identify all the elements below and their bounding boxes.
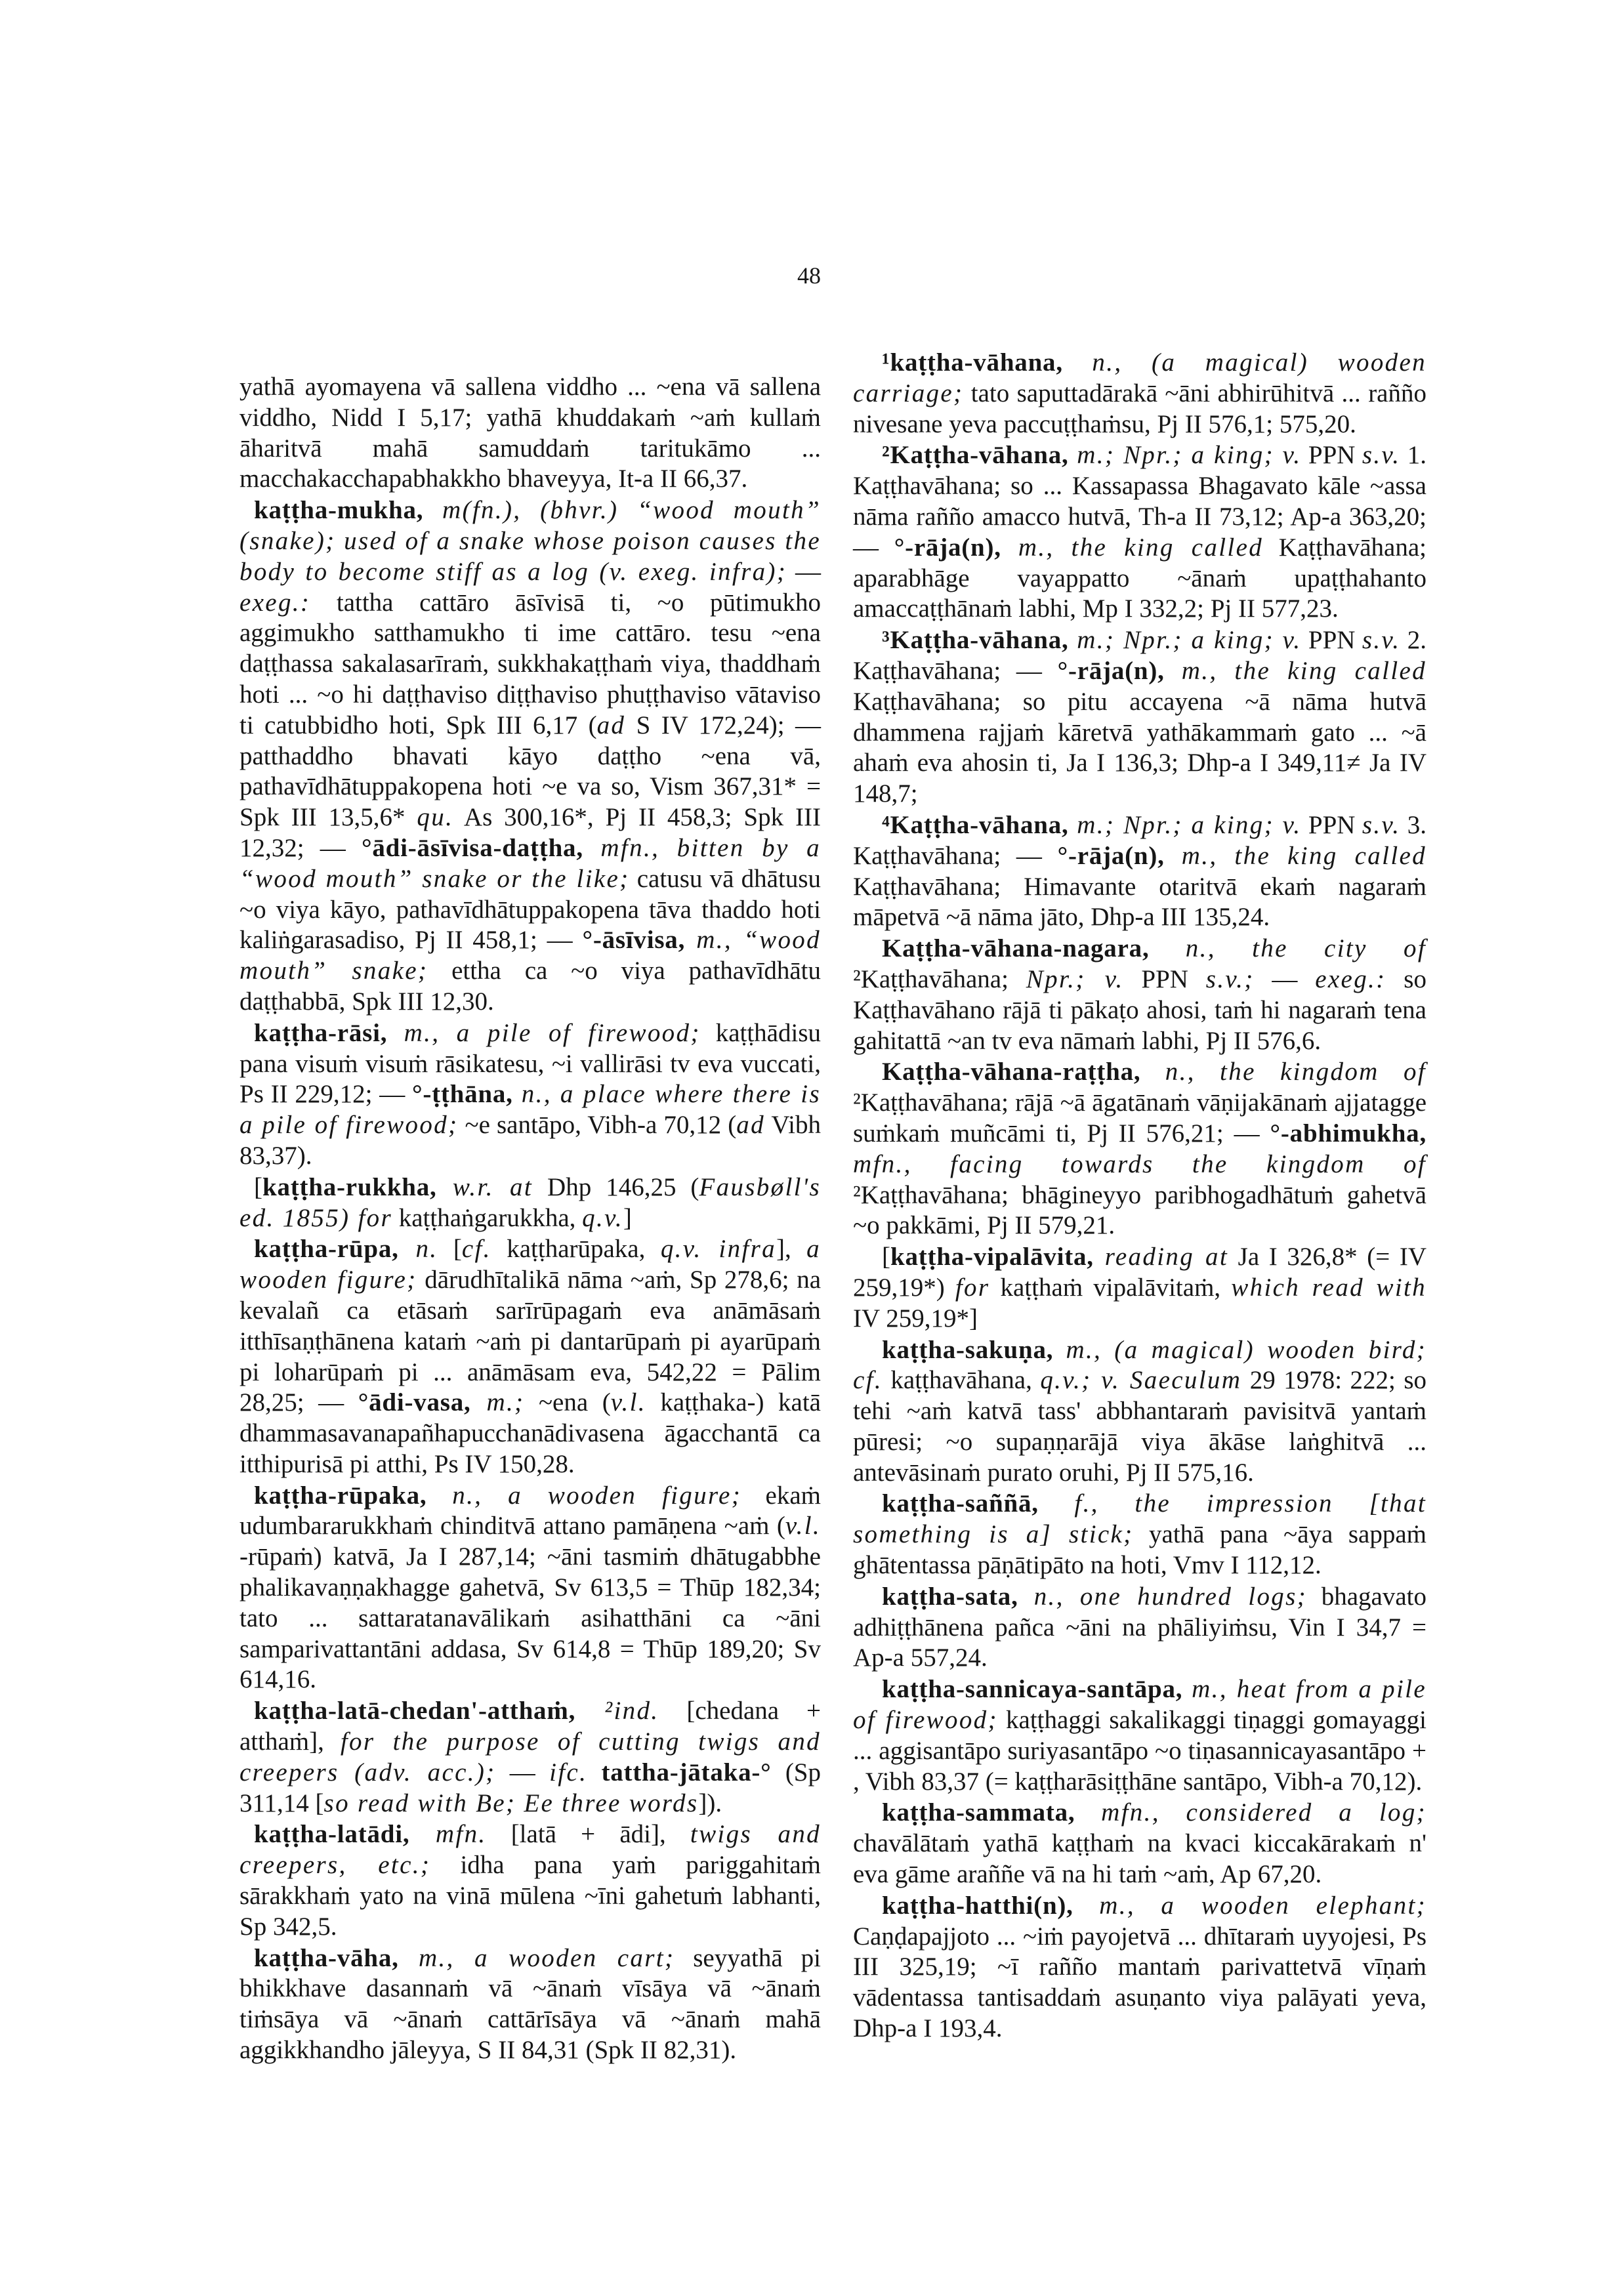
headword: °-āsīvisa, — [582, 926, 686, 955]
entry-text: PPN — [1301, 626, 1362, 655]
entry-text: [chedana + atthaṁ], — [239, 1697, 821, 1756]
entry-text: [ — [254, 1172, 262, 1201]
dictionary-entry — [853, 440, 1426, 625]
entry-text: dārudhītalikā nāma ~aṁ, Sp 278,6; na kevalañ ca etāsaṁ sarīrūpagaṁ eva anāmāsaṁ itthīsaṇṭhānena kataṁ ~aṁ pi dantarūpaṁ pi ayarūpaṁ pi loharūpaṁ pi ... anāmāsam eva, 542,22 = Pālim 28,25; — — [239, 1266, 821, 1417]
entry-text: [ — [882, 1243, 890, 1272]
definition-text: n. — [398, 1235, 438, 1264]
definition-text: ad — [596, 711, 626, 739]
entry-text: ~e santāpo, Vibh-a 70,12 ( — [458, 1111, 737, 1140]
headword: °ādi-vasa, — [358, 1388, 471, 1417]
dictionary-entry — [853, 1582, 1426, 1674]
right-column — [853, 348, 1426, 2045]
entry-text: Kaṭṭhavāhana; Himavante otaritvā ekaṁ nagaraṁ māpetvā ~ā nāma jāto, Dhp-a III 135,24. — [853, 872, 1426, 932]
definition-text: m.; Npr.; a king; v. — [1068, 441, 1302, 470]
headword: °-rāja(n), — [1057, 841, 1165, 870]
entry-text: ettha ca ~o viya pathavīdhātu daṭṭhabbā, Spk III 12,30. — [239, 957, 821, 1016]
definition-text: for the purpose of cutting twigs and creepers (adv. acc.); — [239, 1727, 821, 1787]
entry-text: ²Kaṭṭhavāhana; bhāgineyyo paribhogadhātuṁ gahetvā ~o pakkāmi, Pj II 579,21. — [853, 1180, 1426, 1240]
definition-text: exeg.: — [1315, 964, 1386, 993]
headword: kaṭṭha-saññā, — [882, 1489, 1039, 1518]
entry-text: 2. Kaṭṭhavāhana; — — [853, 626, 1427, 685]
dictionary-entry — [853, 810, 1426, 933]
dictionary-entry — [239, 1819, 821, 1942]
headword: °-abhimukha, — [1270, 1119, 1426, 1148]
definition-text: m.; — [470, 1388, 525, 1417]
entry-text: 1. Kaṭṭhavāhana; so ... Kassapassa Bhagavato kāle ~assa nāma rañño amacco hutvā, Th-a II 73,12; Ap-a 363,20; — — [853, 441, 1427, 562]
headword: kaṭṭha-mukha, — [254, 496, 424, 525]
entry-text: bhagavato adhiṭṭhānena pañca ~āni na phāliyiṁsu, Vin I 34,7 = Ap-a 557,24. — [853, 1582, 1426, 1672]
definition-text: n., the kingdom of — [1140, 1058, 1426, 1086]
entry-text: chavālātaṁ yathā kaṭṭhaṁ na kvaci kiccakārakaṁ n' eva gāme araññe vā na hi taṁ ~aṁ, Ap 67,20. — [853, 1829, 1426, 1889]
headword: °-ṭṭhāna, — [411, 1080, 513, 1109]
dictionary-entry — [853, 1242, 1426, 1334]
entry-text: kaṭṭharūpaka, — [491, 1235, 661, 1264]
entry-text: kaṭṭhavāhana, — [882, 1366, 1041, 1395]
dictionary-entry — [853, 1335, 1426, 1489]
entry-text: — — [787, 557, 821, 586]
definition-text: m., a wooden elephant; — [1073, 1891, 1426, 1920]
definition-text: m.; Npr.; a king; v. — [1068, 626, 1302, 655]
headword: kaṭṭha-sata, — [882, 1582, 1018, 1611]
entry-text: 3. Kaṭṭhavāhana; — — [853, 810, 1427, 870]
definition-text: Npr.; v. — [1026, 964, 1124, 993]
headword: kaṭṭha-vipalāvita, — [890, 1243, 1094, 1272]
definition-text: a wooden figure; — [239, 1235, 821, 1294]
definition-text: q.v. infra — [660, 1235, 776, 1264]
definition-text: v.l. — [785, 1512, 821, 1540]
headword: Kaṭṭha-vāhana-nagara, — [882, 934, 1150, 963]
entry-text: ]). — [698, 1788, 722, 1817]
entry-text: yathā pana ~āya sappaṁ ghātentassa pāṇātipāto na hoti, Vmv I 112,12. — [853, 1520, 1426, 1580]
definition-text: s.v.; — [1205, 964, 1255, 993]
entry-text: [ — [438, 1235, 462, 1264]
dictionary-entry — [239, 1481, 821, 1696]
definition-text: ad — [736, 1111, 765, 1140]
entry-text: kaṭṭhaka-) katā dhammasavanapañhapucchanādivasena āgacchantā ca itthipurisā pi atthi, Ps IV 150,28. — [239, 1388, 821, 1478]
definition-text: n., one hundred logs; — [1018, 1582, 1307, 1611]
dictionary-entry — [239, 1696, 821, 1819]
definition-text: mfn., bitten by a “wood mouth” snake or the like; — [239, 833, 821, 893]
dictionary-entry — [239, 1234, 821, 1479]
entry-text: ] — [623, 1203, 632, 1232]
page-number: 48 — [797, 262, 821, 289]
entry-text: [latā + ādi], — [486, 1820, 690, 1849]
entry-text: (Sp 311,14 [ — [239, 1758, 822, 1817]
dictionary-entry — [853, 934, 1426, 1056]
entry-text: kaṭṭhaggi sakalikaggi tiṇaggi gomayaggi ... aggisantāpo suriyasantāpo ~o tiṇasannicayasantāpo + , Vibh 83,37 (= kaṭṭharāsiṭṭhāne santāpo, Vibh-a 70,12). — [853, 1706, 1426, 1796]
headword: °-rāja(n), — [894, 533, 1001, 562]
dictionary-entry — [853, 348, 1426, 440]
headword: kaṭṭha-latādi, — [254, 1820, 410, 1849]
entry-text: idha pana yaṁ pariggahitaṁ sārakkhaṁ yato na vinā mūlena ~īni gahetuṁ labhanti, Sp 342,5. — [239, 1851, 822, 1941]
definition-text: n., a wooden figure; — [427, 1481, 742, 1510]
dictionary-entry — [239, 1172, 821, 1234]
headword: kaṭṭha-hatthi(n), — [882, 1891, 1073, 1920]
definition-text: n., the city of — [1149, 934, 1426, 963]
headword: kaṭṭha-sakuṇa, — [882, 1335, 1054, 1364]
left-column — [239, 372, 821, 2067]
headword: ⁴Kaṭṭha-vāhana, — [882, 810, 1069, 839]
entry-text: tato saputtadārakā ~āni abhirūhitvā ... rañño nivesane yeva paccuṭṭhaṁsu, Pj II 576,1; 575,20. — [853, 379, 1426, 438]
entry-text: kaṭṭhādisu pana visuṁ visuṁ rāsikatesu, ~i vallirāsi tv eva vuccati, Ps II 229,12; — — [239, 1018, 821, 1109]
definition-text: w.r. at — [436, 1172, 533, 1201]
entry-text: Caṇḍapajjoto ... ~iṁ payojetvā ... dhītaraṁ uyyojesi, Ps III 325,19; ~ī rañño mantaṁ parivattetvā vīṇaṁ vādentassa tantisaddaṁ asuṇanto viya palāyati yeva, Dhp-a I 193,4. — [853, 1922, 1426, 2043]
dictionary-entry — [853, 1891, 1426, 2044]
definition-text: cf. — [461, 1235, 491, 1264]
definition-text: m., the king called — [1164, 656, 1426, 685]
dictionary-entry — [239, 372, 821, 495]
definition-text: qu. — [417, 803, 454, 832]
definition-text: v.l. — [610, 1388, 646, 1417]
definition-text: m., a wooden cart; — [398, 1943, 675, 1972]
definition-text: n., a place where there is a pile of firewood; — [239, 1080, 821, 1140]
entry-text — [587, 1758, 601, 1787]
definition-text: mfn., facing towards the kingdom of — [853, 1149, 1426, 1178]
entry-text: tattha cattāro āsīvisā ti, ~o pūtimukho aggimukho satthamukho ti ime cattāro. tesu ~ena daṭṭhassa sakalasarīraṁ, sukkhakaṭṭhaṁ viya, thaddhaṁ hoti ... ~o hi daṭṭhaviso diṭṭhaviso phuṭṭhaviso vātaviso ti catubbidho hoti, Spk III 6,17 ( — [239, 588, 821, 739]
dictionary-entry — [239, 495, 821, 1018]
definition-text: n., (a magical) wooden carriage; — [853, 348, 1426, 407]
definition-text: m., (a magical) wooden bird; cf. — [853, 1335, 1426, 1395]
definition-text: f., the impression [that something is a] stick; — [853, 1489, 1426, 1549]
definition-text: m., the king called — [1001, 533, 1264, 562]
definition-text: for — [955, 1273, 990, 1302]
definition-text: s.v. — [1362, 626, 1401, 655]
headword: ³Kaṭṭha-vāhana, — [882, 626, 1069, 655]
entry-text: -rūpaṁ) katvā, Ja I 287,14; ~āni tasmiṁ dhātugabbhe phalikavaṇṇakhagge gahetvā, Sv 613,5 = Thūp 182,34; tato ... sattaratanavālikaṁ asihatthāni ca ~āni samparivattantāni addasa, Sv 614,8 = Thūp 189,20; Sv 614,16. — [239, 1542, 821, 1694]
entry-text: ], — [776, 1235, 807, 1264]
definition-text: mfn., considered a log; — [1075, 1798, 1426, 1827]
definition-text: m., a pile of firewood; — [387, 1018, 701, 1047]
definition-text: q.v. — [582, 1203, 623, 1232]
dictionary-entry — [853, 1057, 1426, 1241]
headword: tattha-jātaka-° — [601, 1758, 772, 1787]
entry-text: yathā ayomayena vā sallena viddho ... ~ena vā sallena viddho, Nidd I 5,17; yathā khuddakaṁ ~aṁ kullaṁ āharitvā mahā samuddaṁ taritukāmo ... macchakacchapabhakkho bhaveyya, It-a II 66,37. — [239, 373, 821, 493]
headword: kaṭṭha-rūpa, — [254, 1235, 399, 1264]
dictionary-entry — [853, 625, 1426, 810]
definition-text: s.v. — [1362, 810, 1401, 839]
headword: °-rāja(n), — [1057, 656, 1165, 685]
definition-text: m(fn.), (bhvr.) “wood mouth” (snake); used of a snake whose poison causes the body to become stiff as a log (v. exeg. infra); — [239, 496, 821, 586]
entry-text: so Kaṭṭhavāhano rājā ti pākaṭo ahosi, taṁ hi nagaraṁ tena gahitattā ~an tv eva nāmaṁ labhi, Pj II 576,6. — [853, 964, 1426, 1055]
entry-text: S IV 172,24); — patthaddho bhavati kāyo daṭṭho ~ena vā, pathavīdhātuppakopena hoti ~e va so, Vism 367,31* = Spk III 13,5,6* — [239, 711, 821, 832]
entry-text: — — [495, 1758, 550, 1787]
entry-text: ~ena ( — [524, 1388, 611, 1417]
entry-text: ²Kaṭṭhavāhana; rājā ~ā āgatānaṁ vāṇijakānaṁ ajjatagge suṁkaṁ muñcāmi ti, Pj II 576,21; — — [853, 1088, 1426, 1148]
definition-text: q.v.; v. Saeculum — [1040, 1366, 1242, 1395]
entry-text: catusu vā dhātusu ~o viya kāyo, pathavīdhātuppakopena tāva thaddo hoti kaliṅgarasadiso, Pj II 458,1; — — [239, 864, 821, 955]
entry-text: PPN — [1301, 441, 1362, 470]
definition-text: so read with Be; Ee three words — [323, 1788, 699, 1817]
entry-text: Kaṭṭhavāhana; so pitu accayena ~ā nāma hutvā dhammena rajjaṁ kāretvā yathākammaṁ gato ... ~ā ahaṁ eva ahosin ti, Ja I 136,3; Dhp-a I 349,11≠ Ja IV 148,7; — [853, 687, 1426, 808]
entry-text: ²Kaṭṭhavāhana; — [853, 964, 1026, 993]
definition-text: m., the king called — [1164, 841, 1426, 870]
dictionary-entry — [239, 1018, 821, 1172]
entry-text: seyyathā pi bhikkhave dasannaṁ vā ~ānaṁ vīsāya vā ~ānaṁ tiṁsāya vā ~ānaṁ cattārīsāya vā ~ānaṁ mahā aggikkhandho jāleyya, S II 84,31 (Spk II 82,31). — [239, 1943, 821, 2065]
entry-text: PPN — [1301, 810, 1362, 839]
definition-text: m.; Npr.; a king; v. — [1068, 810, 1302, 839]
entry-text: 29 1978: 222; so tehi ~aṁ katvā tass' abbhantaraṁ pavisitvā yantaṁ pūresi; ~o supaṇṇarājā viya ākāse laṅghitvā ... antevāsinaṁ purato oruhi, Pj II 575,16. — [853, 1366, 1426, 1487]
headword: ²Kaṭṭha-vāhana, — [882, 441, 1069, 470]
headword: °ādi-āsīvisa-daṭṭha, — [362, 833, 583, 862]
definition-text: exeg.: — [239, 588, 311, 617]
entry-text: ekaṁ udumbararukkhaṁ chinditvā attano pamāṇena ~aṁ ( — [239, 1481, 821, 1540]
definition-text: ²ind. — [575, 1697, 659, 1726]
entry-text: Ja I 326,8* (= IV 259,19*) — [853, 1243, 1427, 1302]
dictionary-entry — [239, 1943, 821, 2066]
headword: ¹kaṭṭha-vāhana, — [882, 348, 1063, 377]
headword: Kaṭṭha-vāhana-raṭṭha, — [882, 1058, 1141, 1086]
entry-text: kaṭṭhaṁ vipalāvitaṁ, — [989, 1273, 1232, 1302]
definition-text: s.v. — [1362, 441, 1401, 470]
definition-text: twigs and creepers, etc.; — [239, 1820, 822, 1880]
headword: kaṭṭha-latā-chedan'-atthaṁ, — [254, 1697, 576, 1726]
entry-text: PPN — [1123, 964, 1206, 993]
definition-text: m., “wood mouth” snake; — [239, 926, 821, 985]
headword: kaṭṭha-rūpaka, — [254, 1481, 427, 1510]
dictionary-entry — [853, 1674, 1426, 1797]
definition-text: mfn. — [409, 1820, 487, 1849]
definition-text: ifc. — [549, 1758, 588, 1787]
definition-text: Fausbøll's ed. 1855) for — [239, 1172, 821, 1232]
headword: kaṭṭha-rāsi, — [254, 1018, 388, 1047]
dictionary-entry — [853, 1489, 1426, 1581]
definition-text: m., heat from a pile of firewood; — [853, 1675, 1426, 1735]
dictionary-entry — [853, 1798, 1426, 1890]
entry-text: kaṭṭhaṅgarukkha, — [392, 1203, 583, 1232]
entry-text: — — [1254, 964, 1316, 993]
entry-text: Dhp 146,25 ( — [533, 1172, 699, 1201]
entry-text: As 300,16*, Pj II 458,3; Spk III 12,32; — — [239, 803, 821, 862]
definition-text: reading at — [1093, 1243, 1229, 1272]
headword: kaṭṭha-vāha, — [254, 1943, 399, 1972]
entry-text: IV 259,19*] — [853, 1304, 978, 1333]
headword: kaṭṭha-sammata, — [882, 1798, 1075, 1827]
entry-text: Vibh 83,37). — [239, 1111, 822, 1170]
headword: kaṭṭha-sannicaya-santāpa, — [882, 1675, 1183, 1704]
definition-text: which read with — [1231, 1273, 1427, 1302]
entry-text: Kaṭṭhavāhana; aparabhāge vayappatto ~ānaṁ upaṭṭhahanto amaccaṭṭhānaṁ labhi, Mp I 332,2; Pj II 577,23. — [853, 533, 1426, 623]
headword: kaṭṭha-rukkha, — [262, 1172, 437, 1201]
